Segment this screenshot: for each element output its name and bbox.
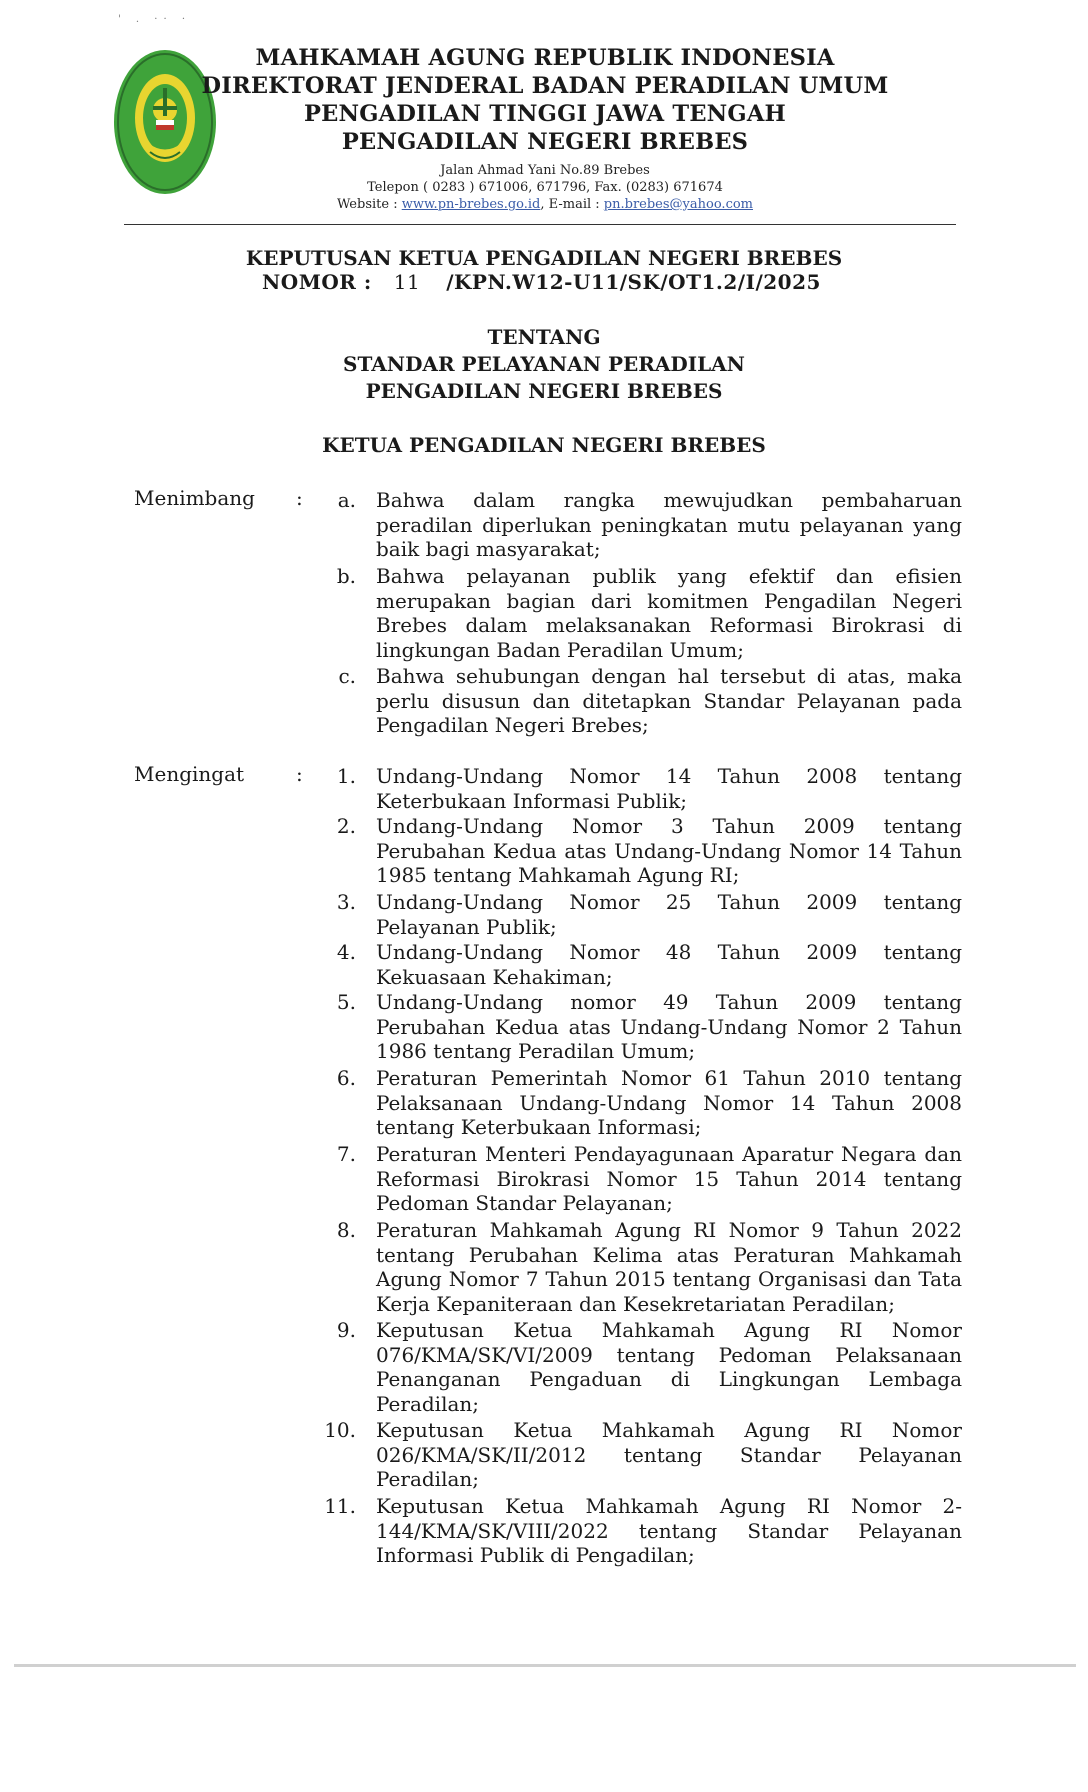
nomor-label: NOMOR :: [262, 270, 372, 294]
nomor-code: /KPN.W12-U11/SK/OT1.2/I/2025: [446, 270, 821, 294]
decree-number: [262, 270, 821, 294]
menimbang-item: [322, 664, 962, 738]
item-text: Bahwa sehubungan dengan hal tersebut di atas, maka perlu disusun dan ditetapkan Standar Pelayanan pada Pengadilan Negeri Brebes;: [376, 664, 962, 737]
mengingat-item: [322, 1494, 962, 1568]
item-marker: b.: [336, 564, 356, 588]
mengingat-item: [322, 890, 962, 939]
letterhead-line-4: PENGADILAN NEGERI BREBES: [341, 129, 749, 155]
item-marker: 10.: [324, 1418, 356, 1442]
menimbang-item: [322, 564, 962, 662]
item-text: Keputusan Ketua Mahkamah Agung RI Nomor 076/KMA/SK/VI/2009 tentang Pedoman Pelaksanaan Penanganan Pengaduan di Lingkungan Lembaga Peradilan;: [376, 1318, 962, 1416]
item-text: Peraturan Pemerintah Nomor 61 Tahun 2010 tentang Pelaksanaan Undang-Undang Nomor 14 Tahun 2008 tentang Keterbukaan Informasi;: [376, 1066, 962, 1139]
menimbang-label: Menimbang: [134, 486, 255, 510]
item-text: Bahwa pelayanan publik yang efektif dan efisien merupakan bagian dari komitmen Pengadilan Negeri Brebes dalam melaksanakan Reformasi Birokrasi di lingkungan Badan Peradilan Umum;: [376, 564, 962, 662]
item-marker: 8.: [336, 1218, 356, 1242]
item-marker: 11.: [324, 1494, 356, 1518]
website-label: Website :: [337, 197, 402, 212]
scan-edge-line: [14, 1664, 1076, 1667]
subject-line-2: PENGADILAN NEGERI BREBES: [365, 379, 723, 403]
item-text: Undang-Undang Nomor 25 Tahun 2009 tentang Pelayanan Publik;: [376, 890, 962, 939]
item-text: Bahwa dalam rangka mewujudkan pembaharuan peradilan diperlukan peningkatan mutu pelayanan yang baik bagi masyarakat;: [376, 488, 962, 561]
item-marker: 3.: [336, 890, 356, 914]
mengingat-item: [322, 1066, 962, 1140]
letterhead-line-3: PENGADILAN TINGGI JAWA TENGAH: [304, 101, 786, 127]
mengingat-label: Mengingat: [134, 762, 245, 786]
scan-specks: ' . ·· ·: [118, 14, 191, 25]
mengingat-colon: :: [296, 762, 303, 786]
menimbang-item: [322, 488, 962, 562]
mengingat-item: [322, 1418, 962, 1492]
mengingat-item: [322, 764, 962, 813]
letterhead: [195, 44, 895, 213]
nomor-handwritten: 11: [393, 270, 421, 294]
subject-line-1: STANDAR PELAYANAN PERADILAN: [343, 352, 745, 376]
letterhead-phone: Telepon ( 0283 ) 671006, 671796, Fax. (0283) 671674: [367, 180, 723, 195]
website-link[interactable]: www.pn-brebes.go.id: [401, 197, 541, 212]
item-text: Peraturan Mahkamah Agung RI Nomor 9 Tahun 2022 tentang Perubahan Kelima atas Peraturan Mahkamah Agung Nomor 7 Tahun 2015 tentang Organisasi dan Tata Kerja Kepaniteraan dan Kesekretariatan Peradilan;: [376, 1218, 962, 1316]
tentang-label: TENTANG: [487, 325, 601, 349]
item-marker: 1.: [336, 764, 356, 788]
item-text: Undang-Undang Nomor 14 Tahun 2008 tentang Keterbukaan Informasi Publik;: [376, 764, 962, 813]
mengingat-item: [322, 814, 962, 888]
item-text: Undang-Undang Nomor 48 Tahun 2009 tentang Kekuasaan Kehakiman;: [376, 940, 962, 989]
item-text: Keputusan Ketua Mahkamah Agung RI Nomor 2-144/KMA/SK/VIII/2022 tentang Standar Pelayanan Informasi Publik di Pengadilan;: [376, 1494, 962, 1567]
letterhead-divider: [124, 224, 956, 225]
letterhead-line-2: DIREKTORAT JENDERAL BADAN PERADILAN UMUM: [201, 73, 889, 99]
item-text: Undang-Undang Nomor 3 Tahun 2009 tentang Perubahan Kedua atas Undang-Undang Nomor 14 Tahun 1985 tentang Mahkamah Agung RI;: [376, 814, 962, 887]
mengingat-item: [322, 1318, 962, 1416]
decree-heading: KEPUTUSAN KETUA PENGADILAN NEGERI BREBES: [245, 246, 843, 270]
item-marker: 7.: [336, 1142, 356, 1166]
email-label: , E-mail :: [540, 197, 604, 212]
mengingat-item: [322, 940, 962, 989]
issuer-heading: KETUA PENGADILAN NEGERI BREBES: [322, 433, 766, 457]
mengingat-item: [322, 1142, 962, 1216]
email-link[interactable]: pn.brebes@yahoo.com: [603, 197, 753, 212]
item-marker: 2.: [336, 814, 356, 838]
item-marker: c.: [338, 664, 356, 688]
letterhead-line-1: MAHKAMAH AGUNG REPUBLIK INDONESIA: [255, 45, 835, 71]
item-text: Keputusan Ketua Mahkamah Agung RI Nomor 026/KMA/SK/II/2012 tentang Standar Pelayanan Peradilan;: [376, 1418, 962, 1491]
item-text: Undang-Undang nomor 49 Tahun 2009 tentang Perubahan Kedua atas Undang-Undang Nomor 2 Tahun 1986 tentang Peradilan Umum;: [376, 990, 962, 1063]
mengingat-item: [322, 1218, 962, 1316]
menimbang-colon: :: [296, 486, 303, 510]
item-marker: 4.: [336, 940, 356, 964]
mengingat-item: [322, 990, 962, 1064]
item-marker: a.: [337, 488, 356, 512]
item-marker: 5.: [336, 990, 356, 1014]
item-marker: 6.: [336, 1066, 356, 1090]
item-text: Peraturan Menteri Pendayagunaan Aparatur Negara dan Reformasi Birokrasi Nomor 15 Tahun 2014 tentang Pedoman Standar Pelayanan;: [376, 1142, 962, 1215]
letterhead-contact: [195, 196, 895, 213]
item-marker: 9.: [336, 1318, 356, 1342]
letterhead-address: Jalan Ahmad Yani No.89 Brebes: [440, 163, 650, 178]
